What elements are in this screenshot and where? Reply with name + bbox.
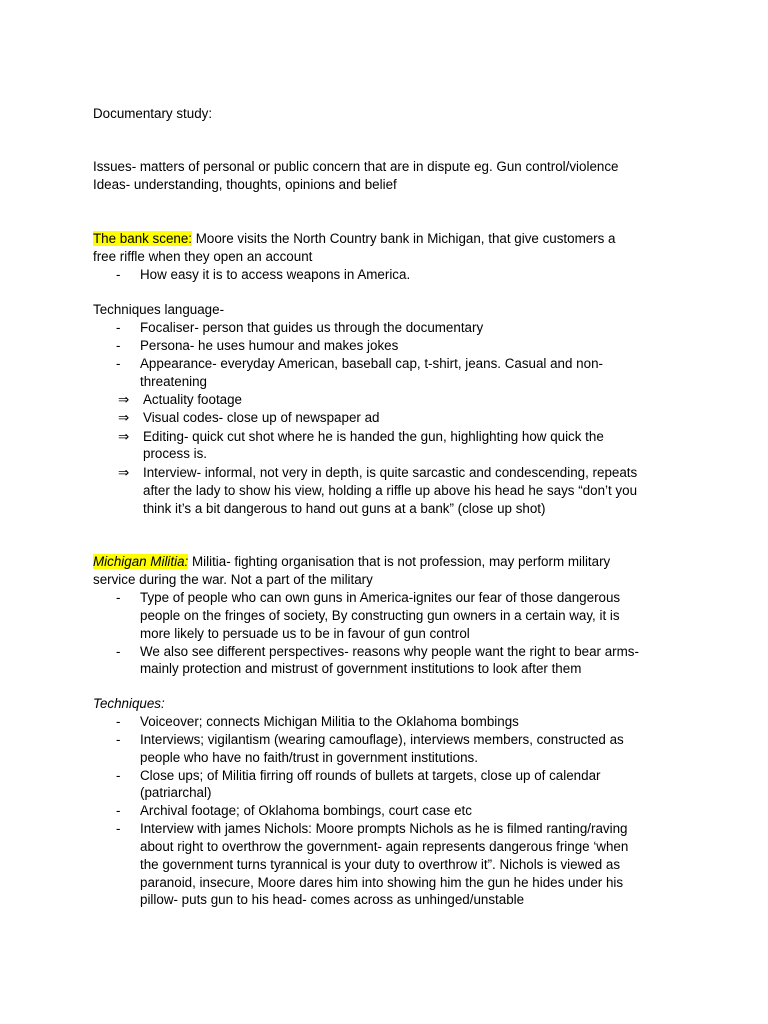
appearance-item: Appearance- everyday American, baseball cap, t-shirt, jeans. Casual and non- (140, 356, 603, 371)
nichols-interview-item-cont: pillow- puts gun to his head- comes across as unhinged/unstable (140, 892, 525, 907)
focaliser-item: Focaliser- person that guides us through the documentary (140, 320, 484, 335)
visual-codes-item: Visual codes- close up of newspaper ad (143, 410, 380, 425)
dash-bullet: - (116, 768, 121, 783)
nichols-interview-item-cont: the government turns tyrannical is your duty to overthrow it”. Nichols is viewed as (140, 857, 621, 872)
interview-item-cont: think it’s a bit dangerous to hand out guns at a bank” (close up shot) (143, 501, 546, 516)
dash-bullet: - (116, 644, 121, 659)
dash-bullet: - (116, 590, 121, 605)
interview-item-cont: after the lady to show his view, holding a riffle up above his head he says “don’t you (143, 483, 638, 498)
militia-heading: Michigan Militia: (93, 554, 189, 569)
gun-owners-item-cont: more likely to persuade us to be in favour of gun control (140, 626, 470, 641)
dash-bullet: - (116, 821, 121, 836)
voiceover-item: Voiceover; connects Michigan Militia to the Oklahoma bombings (140, 714, 519, 729)
techniques-heading: Techniques: (93, 696, 165, 711)
arrow-bullet-icon: ⇒ (118, 392, 130, 407)
arrow-bullet-icon: ⇒ (118, 410, 130, 425)
actuality-footage-item: Actuality footage (143, 392, 243, 407)
bank-bullet-text: How easy it is to access weapons in America. (140, 267, 411, 282)
archival-footage-item: Archival footage; of Oklahoma bombings, court case etc (140, 803, 472, 818)
perspectives-item-cont: mainly protection and mistrust of government institutions to look after them (140, 661, 582, 676)
persona-item: Persona- he uses humour and makes jokes (140, 338, 399, 353)
bank-scene-text-cont: free riffle when they open an account (93, 249, 313, 264)
militia-paragraph (93, 553, 610, 571)
dash-bullet: - (116, 356, 121, 371)
gun-owners-item-cont: people on the fringes of society, By constructing gun owners in a certain way, it is (140, 608, 620, 623)
editing-item-cont: process is. (143, 446, 207, 461)
close-ups-item-cont: (patriarchal) (140, 785, 212, 800)
interview-item: Interview- informal, not very in depth, is quite sarcastic and condescending, repeats (143, 465, 638, 480)
document-title: Documentary study: (93, 106, 213, 121)
issues-line: Issues- matters of personal or public concern that are in dispute eg. Gun control/violence (93, 159, 619, 174)
techniques-language-heading: Techniques language- (93, 302, 225, 317)
gun-owners-item: Type of people who can own guns in America-ignites our fear of those dangerous (140, 590, 621, 605)
interviews-item-cont: people who have no faith/trust in government institutions. (140, 750, 478, 765)
militia-text: Militia- fighting organisation that is not profession, may perform military (188, 554, 611, 569)
dash-bullet: - (116, 267, 121, 282)
appearance-item-cont: threatening (140, 374, 208, 389)
dash-bullet: - (116, 338, 121, 353)
nichols-interview-item-cont: about right to overthrow the government- again represents dangerous fringe ‘when (140, 839, 629, 854)
nichols-interview-item: Interview with james Nichols: Moore prompts Nichols as he is filmed ranting/raving (140, 821, 628, 836)
perspectives-item: We also see different perspectives- reasons why people want the right to bear arms- (140, 644, 639, 659)
bank-scene-paragraph (93, 230, 616, 248)
dash-bullet: - (116, 803, 121, 818)
dash-bullet: - (116, 732, 121, 747)
nichols-interview-item-cont: paranoid, insecure, Moore dares him into showing him the gun he hides under his (140, 875, 624, 890)
close-ups-item: Close ups; of Militia firring off rounds of bullets at targets, close up of calendar (140, 768, 601, 783)
bank-scene-heading: The bank scene: (93, 231, 193, 246)
interviews-item: Interviews; vigilantism (wearing camouflage), interviews members, constructed as (140, 732, 624, 747)
militia-text-cont: service during the war. Not a part of the military (93, 572, 373, 587)
editing-item: Editing- quick cut shot where he is handed the gun, highlighting how quick the (143, 429, 604, 444)
bank-scene-text: Moore visits the North Country bank in Michigan, that give customers a (192, 231, 616, 246)
ideas-line: Ideas- understanding, thoughts, opinions and belief (93, 177, 397, 192)
dash-bullet: - (116, 320, 121, 335)
arrow-bullet-icon: ⇒ (118, 465, 130, 480)
arrow-bullet-icon: ⇒ (118, 429, 130, 444)
dash-bullet: - (116, 714, 121, 729)
